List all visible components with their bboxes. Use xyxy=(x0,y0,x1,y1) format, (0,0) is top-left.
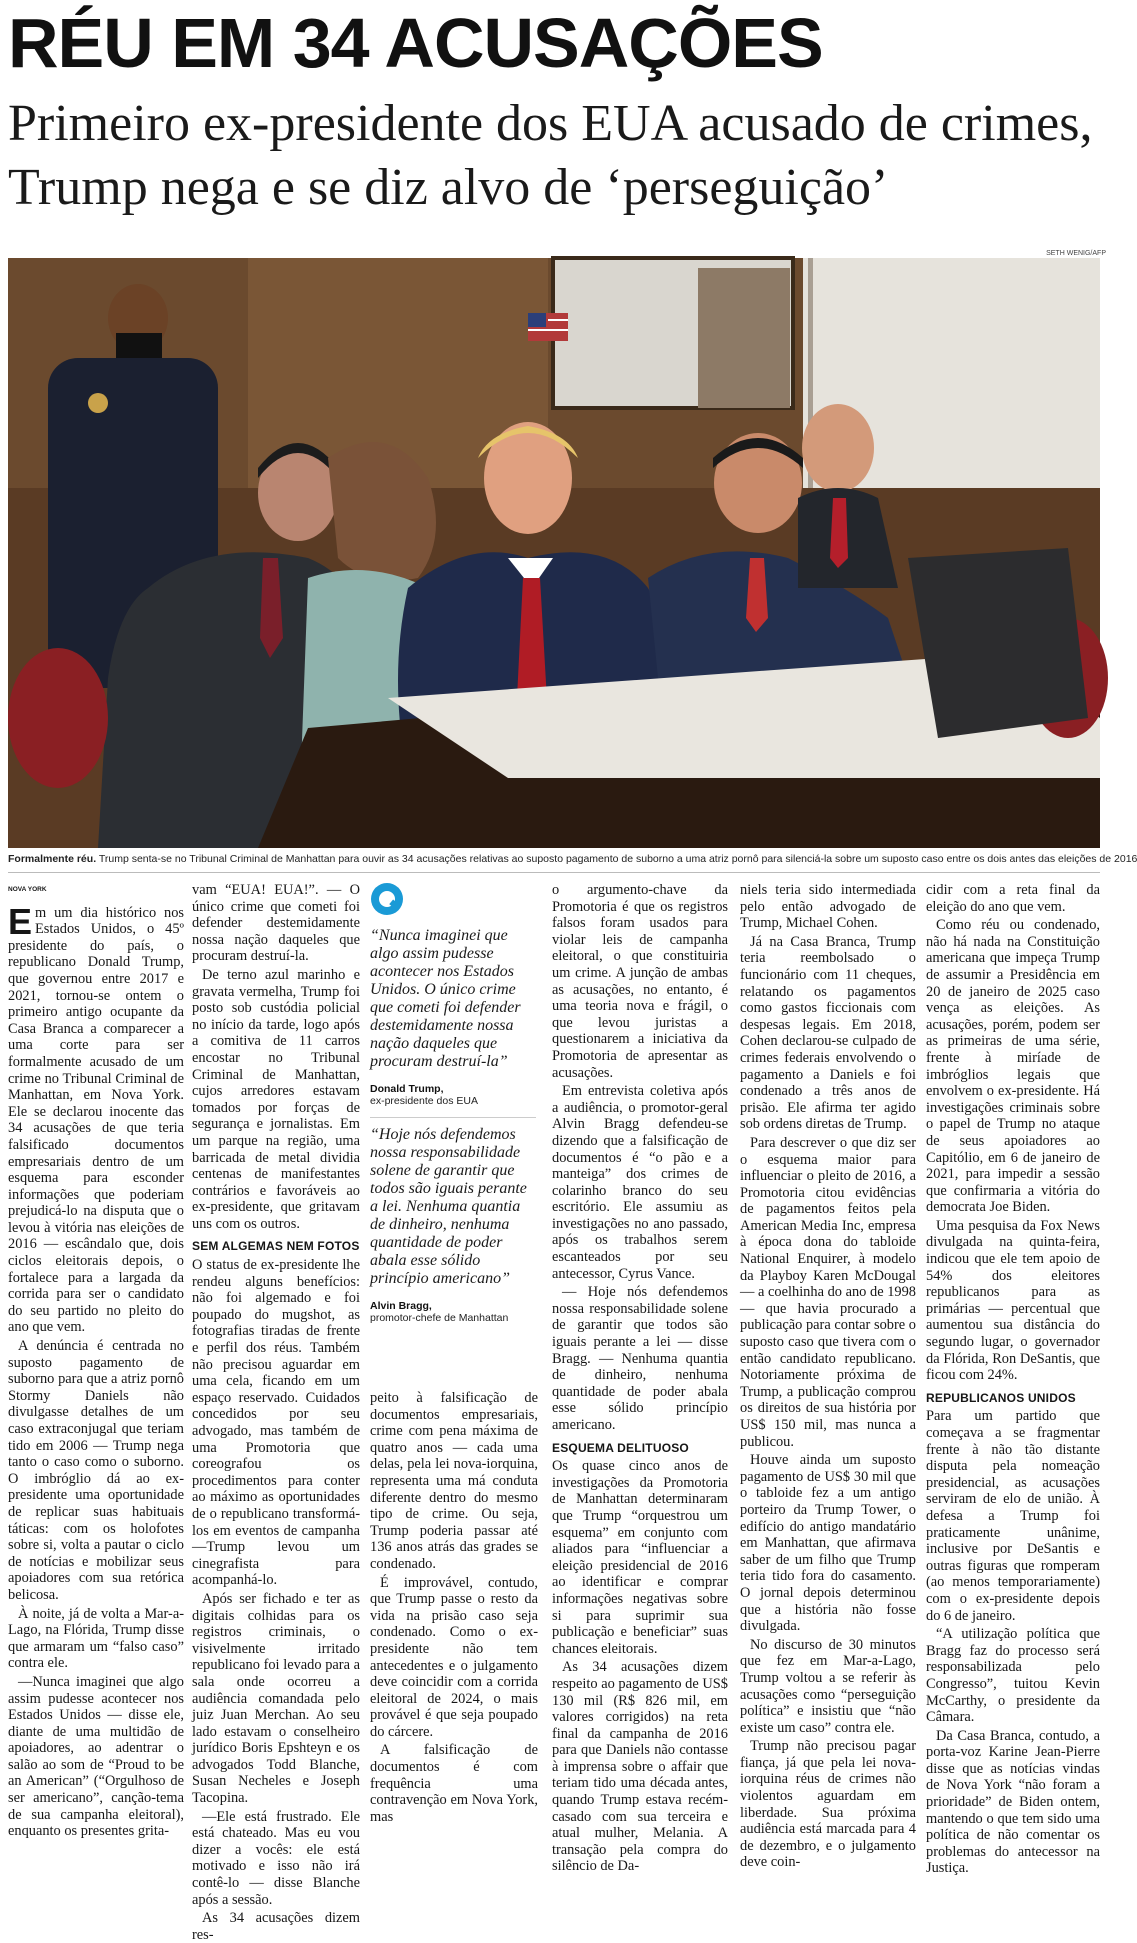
article-column-1 xyxy=(8,882,184,1840)
paragraph: vam “EUA! EUA!”. — O único crime que cometi foi defender destemidamente nossa nação daqueles que procuram destruí-la. xyxy=(192,882,360,965)
section-heading: REPUBLICANOS UNIDOS xyxy=(926,1390,1076,1405)
photo-credit: SETH WENIG/AFP xyxy=(1046,250,1106,257)
paragraph: Para um partido que começava a se fragmentar frente à não tão distante disputa pela nomeação presidencial, as acusações serviram de elo de união. À defesa a Trump foi praticamente unânime, inclusive por DeSantis e outras figuras que romperam (ao menos temporariamente) com o ex-presidente depois do 6 de janeiro. xyxy=(926,1408,1100,1624)
paragraph xyxy=(8,900,184,1336)
section-heading: SEM ALGEMAS NEM FOTOS xyxy=(192,1239,360,1254)
paragraph: Da Casa Branca, contudo, a porta-voz Karine Jean-Pierre disse que as notícias vindas de Nova York “não foram a prioridade” de Biden ontem, mantendo o que tem sido uma política de não comentar os problemas do antecessor na Justiça. xyxy=(926,1727,1100,1877)
paragraph: cidir com a reta final da eleição do ano que vem. xyxy=(926,882,1100,915)
caption-lead: Formalmente réu. xyxy=(8,853,97,865)
subheadline: Primeiro ex-presidente dos EUA acusado de crimes, Trump nega e se diz alvo de ‘perseguição’ xyxy=(8,95,1093,216)
paragraph: Como réu ou condenado, não há nada na Constituição americana que impeça Trump de assumir a Presidência em 20 de janeiro de 2025 caso vença as eleições. As acusações, porém, podem ser as primeiras de uma série, frente à miríade de imbróglios legais que envolvem o ex-presidente. Há investigações criminais sobre o papel de Trump no ataque de seus apoiadores ao Capitólio, em 6 de janeiro de 2021, para impedir a sessão que confirmaria a vitória do democrata Joe Biden. xyxy=(926,917,1100,1216)
quote-text: “Nunca imaginei que algo assim pudesse acontecer nos Estados Unidos. O único crime que cometi foi defender destemidamente nossa nação daqueles que procuram destruí-la” xyxy=(370,927,521,1070)
headline: RÉU EM 34 ACUSAÇÕES xyxy=(8,4,823,82)
paragraph: De terno azul marinho e gravata vermelha, Trump foi posto sob custódia policial no início da tarde, logo após a comitiva de 11 carros encostar no Tribunal Criminal de Manhattan, cujos arredores estavam tomados por forças de segurança e jornalistas. Em um parque na região, uma barricada de metal dividia centenas de manifestantes contrários e favoráveis ao ex-presidente, que gritavam uns com os outros. xyxy=(192,966,360,1232)
paragraph: Trump não precisou pagar fiança, já que pela lei nova-iorquina réus de crimes não violentos aguardam em liberdade. Sua próxima audiência está marcada para 4 de dezembro, e o julgamento deve coin- xyxy=(740,1738,916,1871)
quote-author: Alvin Bragg, xyxy=(370,1300,432,1312)
quote-icon xyxy=(370,882,404,916)
paragraph: É improvável, contudo, que Trump passe o resto da vida na prisão caso seja condenado. Como o ex-presidente não tem antecedentes e o julgamento deve coincidir com a corrida eleitoral de 2024, o mais provável é que seja poupado do cárcere. xyxy=(370,1574,538,1740)
section-heading: ESQUEMA DELITUOSO xyxy=(552,1440,689,1455)
article-column-4 xyxy=(552,882,728,1875)
quote-box xyxy=(370,882,536,1382)
paragraph: As 34 acusações dizem res- xyxy=(192,1910,360,1943)
article-column-3 xyxy=(370,1390,538,1825)
photo-caption xyxy=(8,852,1137,866)
quote-text: “Hoje nós defendemos nossa responsabilidade solene de garantir que todos são iguais perante a lei. Nenhuma quantia de dinheiro, nenhuma quantidade de poder abala esse sólido princípio americano” xyxy=(370,1126,527,1287)
paragraph: Houve ainda um suposto pagamento de US$ 30 mil que o tabloide fez a um antigo porteiro da Trump Tower, o edifício do antigo mandatário em Manhattan, que afirmava saber de um filho que Trump teria tido fora do casamento. O jornal depois determinou que a história não fosse divulgada. xyxy=(740,1452,916,1635)
paragraph: À noite, já de volta a Mar-a-Lago, na Flórida, Trump disse que armaram um “falso caso” contra ele. xyxy=(8,1605,184,1672)
paragraph: Já na Casa Branca, Trump teria reembolsado o funcionário com 11 cheques, relatando os pagamentos como gastos ficcionais com despesas legais. Em 2018, Cohen declarou-se culpado de crimes federais envolvendo o pagamento a Daniels e foi condenado a três anos de prisão. Ele afirma ter agido sob ordens diretas de Trump. xyxy=(740,933,916,1133)
caption-rule xyxy=(8,872,1100,873)
paragraph: o argumento-chave da Promotoria é que os registros falsos foram usados para violar leis de campanha eleitoral, o que constituiria um crime. A junção de ambas as acusações, no entanto, é uma teoria nova e frágil, o que levou juristas a questionarem a iniciativa da Promotoria de apresentar as acusações. xyxy=(552,882,728,1081)
paragraph: As 34 acusações dizem respeito ao pagamento de US$ 130 mil (R$ 826 mil, em valores corrigidos) na reta final da campanha de 2016 para que Daniels não contasse à imprensa sobre o affair que teriam tido uma década antes, quando Trump estava recém-casado com sua terceira e atual mulher, Melania. A transação pela compra do silêncio de Da- xyxy=(552,1659,728,1875)
paragraph: peito à falsificação de documentos empresariais, crime com pena máxima de quatro anos — cada uma delas, pela lei nova-iorquina, representa uma má conduta diferente dentro do mesmo tipo de crime. Ou seja, Trump poderia passar até 136 anos atrás das grades se condenado. xyxy=(370,1390,538,1572)
paragraph: —Nunca imaginei que algo assim pudesse acontecer nos Estados Unidos — disse ele, diante de uma multidão de apoiadores, ao adentrar o salão ao som de “Proud to be an American” (“Orgulhoso de ser americano”, canção-tema de sua campanha eleitoral), enquanto os presentes grita- xyxy=(8,1673,184,1840)
quote-separator xyxy=(370,1117,536,1118)
caption-text: Trump senta-se no Tribunal Criminal de Manhattan para ouvir as 34 acusações relativas ao suposto pagamento de suborno a uma atriz pornô para silenciá-la sobre um suposto caso entre os dois antes das eleições de 2016 xyxy=(98,853,1137,865)
dateline: NOVA YORK xyxy=(8,886,47,893)
quote-author: Donald Trump, xyxy=(370,1083,444,1095)
paragraph: niels teria sido intermediada pelo então advogado de Trump, Michael Cohen. xyxy=(740,882,916,932)
quote-author-role: promotor-chefe de Manhattan xyxy=(370,1312,509,1324)
paragraph: —Ele está frustrado. Ele está chateado. Mas eu vou dizer a vocês: ele está motivado e isso não irá contê-lo — disse Blanche após a sessão. xyxy=(192,1808,360,1908)
dropcap: E xyxy=(8,900,33,942)
paragraph: “A utilização política que Bragg faz do processo será responsabilizada pelo Congresso”, tuitou Kevin McCarthy, o presidente da Câmara. xyxy=(926,1626,1100,1726)
article-column-5 xyxy=(740,882,916,1871)
paragraph: Em entrevista coletiva após a audiência, o promotor-geral Alvin Bragg defendeu-se dizendo que a falsificação de documentos é “o pão e a manteiga” dos crimes de colarinho branco do seu escritório. Ele assumiu as investigações no ano passado, após os trabalhos serem escanteados por seu antecessor, Cyrus Vance. xyxy=(552,1083,728,1282)
paragraph: Uma pesquisa da Fox News divulgada na quinta-feira, indicou que ele tem apoio de 54% dos eleitores republicanos para as primárias — percentual que aumentou sua distância do segundo lugar, o governador da Flórida, Ron DeSantis, que ficou com 24%. xyxy=(926,1217,1100,1384)
paragraph: A falsificação de documentos é com frequência uma contravenção em Nova York, mas xyxy=(370,1742,538,1825)
paragraph: A denúncia é centrada no suposto pagamento de suborno para que a atriz pornô Stormy Daniels não divulgasse detalhes de um caso extraconjugal que teriam tido em 2006 — Trump nega tanto o caso como o suborno. O imbróglio dá ao ex-presidente uma oportunidade de replicar suas habituais táticas: com os holofotes sobre si, volta a pautar o ciclo de notícias e mobilizar seus apoiadores com sua retórica belicosa. xyxy=(8,1338,184,1603)
quote-author-role: ex-presidente dos EUA xyxy=(370,1095,478,1107)
paragraph: — Hoje nós defendemos nossa responsabilidade solene de garantir que todos são iguais perante a lei — disse Bragg. — Nenhuma quantia de dinheiro, nenhuma quantidade de poder abala esse sólido princípio americano. xyxy=(552,1284,728,1433)
paragraph: Após ser fichado e ter as digitais colhidas para os registros criminais, o visivelmente irritado republicano foi levado para a sala onde ocorreu a audiência comandada pelo juiz Juan Merchan. Ao seu lado estavam o conselheiro jurídico Boris Epshteyn e os advogados Todd Blanche, Susan Necheles e Joseph Tacopina. xyxy=(192,1590,360,1807)
article-column-6 xyxy=(926,882,1100,1877)
paragraph-text: m um dia histórico nos Estados Unidos, o 45º presidente do país, o republicano Donald Trump, que governou entre 2017 e 2021, tornou-se ontem o primeiro antigo ocupante da Casa Branca a comparecer a uma corte para ser formalmente acusado de um crime no Tribunal Criminal de Manhattan, em Nova York. Ele se declarou inocente das 34 acusações de que teria falsificado documentos empresariais dentro de um esquema para esconder informações que poderiam prejudicá-lo na disputa que o levou à vitória nas eleições de 2016 — escândalo que, dois ciclos eleitorais depois, o fortalece para a largada da corrida para ser o candidato do seu partido no pleito do ano que vem. xyxy=(8,904,184,1336)
paragraph: Para descrever o que diz ser o esquema maior para influenciar o pleito de 2016, a Promotoria citou evidências de pagamentos feitos pela American Media Inc, empresa à época dona do tabloide National Enquirer, à modelo da Playboy Karen McDougal — a coelhinha do ano de 1998 — que havia procurado a publicação para contar sobre o suposto caso que tivera com o então candidato republicano. Notoriamente próxima de Trump, a publicação comprou os direitos de sua história por US$ 150 mil, mas nunca a publicou. xyxy=(740,1134,916,1450)
paragraph: O status de ex-presidente lhe rendeu alguns benefícios: não foi algemado e foi poupado do mugshot, as fotografias tiradas de frente e perfil dos réus. Também não precisou aguardar em uma cela, ficando em um espaço reservado. Cuidados concedidos por seu advogado, mas também de uma Promotoria que coreografou os procedimentos para conter ao máximo as oportunidades de o republicano transformá-los em eventos de campanha —Trump levou um cinegrafista para acompanhá-lo. xyxy=(192,1257,360,1589)
paragraph: No discurso de 30 minutos que fez em Mar-a-Lago, Trump voltou a se referir às acusações como “perseguição política” e insistiu que “não existe um caso” contra ele. xyxy=(740,1636,916,1736)
paragraph: Os quase cinco anos de investigações da Promotoria de Manhattan determinaram que Trump “orquestrou um esquema” em conjunto com aliados para “influenciar a eleição presidencial de 2016 ao identificar e comprar informações negativas sobre si para suprimir sua publicação e beneficiar” suas chances eleitorais. xyxy=(552,1458,728,1657)
article-column-2 xyxy=(192,882,360,1943)
courtroom-photo xyxy=(8,258,1100,848)
